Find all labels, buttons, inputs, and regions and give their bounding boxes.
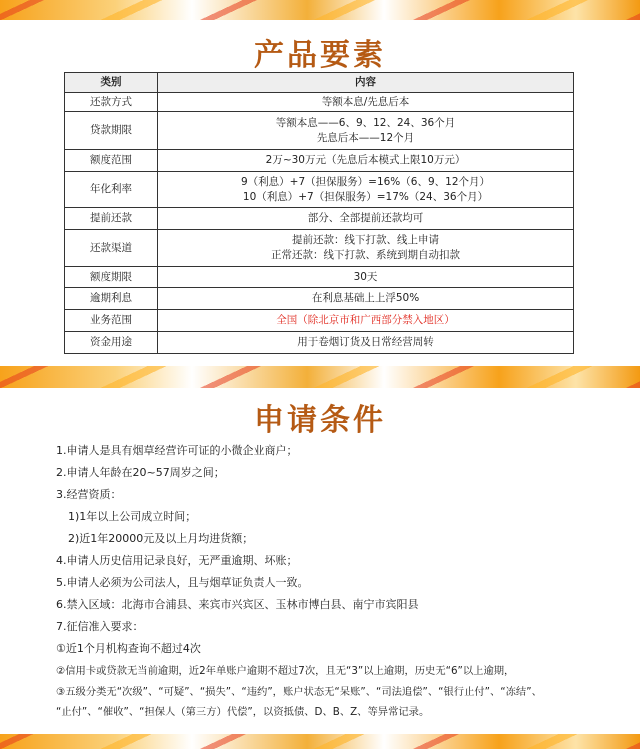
row-category: 提前还款 <box>65 208 158 230</box>
row-content <box>158 93 574 112</box>
content-line: 提前还款：线下打款、线上申请 <box>292 234 439 246</box>
row-content <box>158 332 574 354</box>
row-content <box>158 310 574 332</box>
condition-line: 4.申请人历史信用记录良好，无严重逾期、坏账； <box>56 554 298 567</box>
condition-line: 2.申请人年龄在20~57周岁之间； <box>56 466 225 479</box>
decorative-banner-bottom <box>0 734 640 749</box>
product-spec-table <box>64 72 574 354</box>
row-category: 逾期利息 <box>65 288 158 310</box>
row-content <box>158 288 574 310</box>
table-row <box>65 288 574 310</box>
column-header-content: 内容 <box>158 73 574 93</box>
content-line: 等额本息——6、9、12、24、36个月 <box>275 116 456 129</box>
row-content <box>158 112 574 150</box>
product-section-title: 产品要素 <box>254 38 386 73</box>
row-category: 还款渠道 <box>65 230 158 267</box>
table-row <box>65 112 574 150</box>
row-category: 资金用途 <box>65 332 158 354</box>
content-line: 2万~30万元（先息后本模式上限10万元） <box>265 154 466 166</box>
content-line: 在利息基础上上浮50% <box>311 292 420 304</box>
table-row <box>65 230 574 267</box>
table-row <box>65 208 574 230</box>
condition-line: 3.经营资质： <box>56 488 122 501</box>
table-row <box>65 267 574 288</box>
condition-line: 1.申请人是具有烟草经营许可证的小微企业商户； <box>56 444 298 457</box>
condition-line: 2)近1年20000元及以上月均进货额； <box>68 532 254 545</box>
table-row <box>65 332 574 354</box>
content-line: 部分、全部提前还款均可 <box>307 212 424 224</box>
row-category: 年化利率 <box>65 172 158 208</box>
content-line: 正常还款：线下打款、系统到期自动扣款 <box>271 249 460 261</box>
conditions-list <box>56 440 631 722</box>
content-line: 全国（除北京市和广西部分禁入地区） <box>276 314 455 326</box>
condition-line: ①近1个月机构查询不超过4次 <box>56 642 201 655</box>
content-line: 先息后本——12个月 <box>316 131 415 144</box>
decorative-banner-top <box>0 0 640 20</box>
table-row <box>65 310 574 332</box>
decorative-banner-middle <box>0 366 640 388</box>
condition-line: ②信用卡或贷款无当前逾期，近2年单账户逾期不超过7次，且无“3”以上逾期，历史无“6”以上逾期， <box>56 665 515 677</box>
row-content <box>158 267 574 288</box>
content-line: 等额本息/先息后本 <box>321 95 410 108</box>
table-header-row <box>65 73 574 93</box>
table-row <box>65 172 574 208</box>
content-line: 用于卷烟订货及日常经营周转 <box>297 336 434 348</box>
conditions-section-title: 申请条件 <box>254 403 386 438</box>
row-category: 额度期限 <box>65 267 158 288</box>
condition-line: ③五级分类无“次级”、“可疑”、“损失”、“违约”，账户状态无“呆账”、“司法追偿”、“银行止付”、“冻结”、 <box>56 686 542 698</box>
row-content <box>158 150 574 172</box>
row-content <box>158 230 574 267</box>
condition-line: 5.申请人必须为公司法人，且与烟草证负责人一致。 <box>56 576 309 589</box>
content-line: 10（利息）+7（担保服务）=17%（24、36个月） <box>242 190 489 203</box>
row-category: 额度范围 <box>65 150 158 172</box>
content-line: 9（利息）+7（担保服务）=16%（6、9、12个月） <box>240 175 490 188</box>
row-category: 还款方式 <box>65 93 158 112</box>
condition-line: “止付”、“催收”、“担保人（第三方）代偿”，以资抵债、D、B、Z、等异常记录。 <box>56 706 430 718</box>
row-category: 贷款期限 <box>65 112 158 150</box>
row-content <box>158 172 574 208</box>
column-header-category: 类别 <box>65 73 158 93</box>
content-line: 30天 <box>353 270 378 283</box>
table-row <box>65 150 574 172</box>
condition-line: 1)1年以上公司成立时间； <box>68 510 197 523</box>
table-row <box>65 93 574 112</box>
row-category: 业务范围 <box>65 310 158 332</box>
condition-line: 6.禁入区域：北海市合浦县、来宾市兴宾区、玉林市博白县、南宁市宾阳县 <box>56 598 419 611</box>
row-content <box>158 208 574 230</box>
condition-line: 7.征信准入要求： <box>56 620 144 633</box>
